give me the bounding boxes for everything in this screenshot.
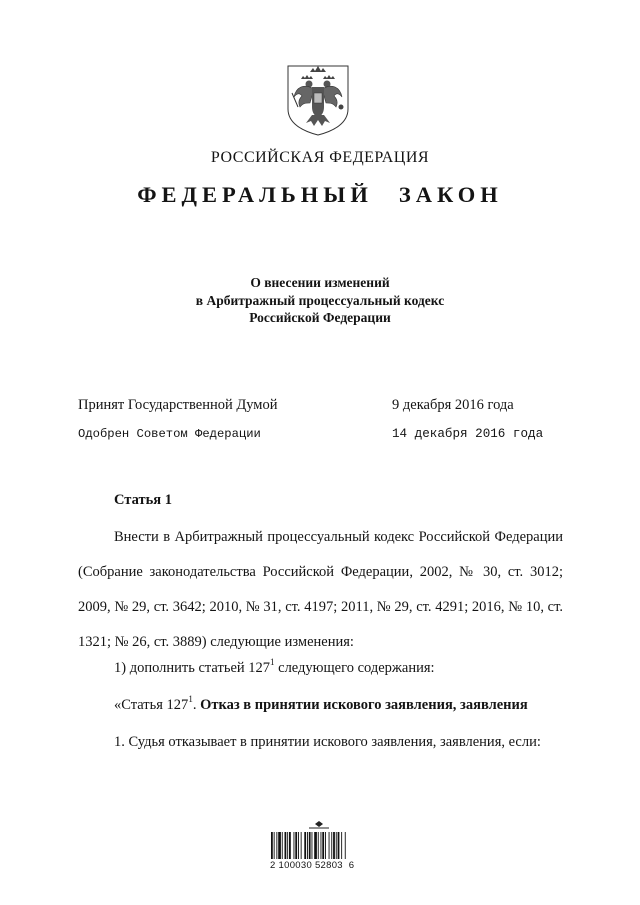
amendment-item-1	[114, 657, 435, 677]
law-type-word1: ФЕДЕРАЛЬНЫЙ	[137, 182, 373, 207]
barcode-bar	[325, 832, 326, 859]
clause-1: 1. Судья отказывает в принятии искового заявления, заявления, если:	[114, 734, 541, 750]
new-article-superscript: 1	[188, 694, 193, 704]
coat-of-arms-emblem	[284, 63, 352, 137]
barcode-bar	[289, 832, 291, 859]
barcode-bar	[285, 832, 287, 859]
duma-adoption-date: 9 декабря 2016 года	[392, 397, 514, 413]
law-type-title	[0, 182, 640, 208]
country-name: РОССИЙСКАЯ ФЕДЕРАЦИЯ	[210, 149, 430, 166]
barcode-bar	[309, 832, 311, 859]
barcode-bar	[287, 832, 288, 859]
barcode-bar	[331, 832, 332, 859]
new-article-title: Отказ в принятии искового заявления, заявления	[200, 697, 528, 713]
new-article-prefix: «Статья 127	[114, 697, 189, 713]
council-approval-date: 14 декабря 2016 года	[392, 427, 544, 441]
barcode-bar	[314, 832, 317, 859]
barcode-bar	[329, 832, 330, 859]
duma-adoption-label: Принят Государственной Думой	[78, 397, 278, 413]
barcode-bar	[322, 832, 324, 859]
barcode-bar	[307, 832, 308, 859]
law-type-word2: ЗАКОН	[398, 182, 503, 207]
barcode-bar	[294, 832, 295, 859]
amendment-item-1-suffix: следующего содержания:	[274, 660, 435, 676]
barcode-bar	[295, 832, 297, 859]
law-title-line1: О внесении изменений	[250, 275, 390, 290]
barcode-bar	[271, 832, 273, 859]
barcode-bar	[278, 832, 281, 859]
barcode-bar	[336, 832, 337, 859]
law-title-line3: Российской Федерации	[249, 310, 391, 325]
law-title-line2: в Арбитражный процессуальный кодекс	[195, 292, 445, 308]
barcode-bar	[321, 832, 322, 859]
barcode-bar	[304, 832, 306, 859]
barcode-bar	[312, 832, 313, 859]
barcode-number: 2 100030 52803 6	[270, 860, 355, 871]
article-heading: Статья 1	[114, 492, 172, 508]
amendment-item-1-superscript: 1	[270, 657, 275, 667]
new-article-dot: .	[192, 697, 201, 713]
law-title	[0, 274, 640, 327]
barcode-bar	[282, 832, 283, 859]
article-intro-paragraph: Внести в Арбитражный процессуальный кодекс Российской Федерации (Собрание законодательства Российской Федерации, 2002, № 30, ст. 3012; 2009, № 29, ст. 3642; 2010, № 31, ст. 4197; 2011, № 29, ст. 4291; 2016, № 10, ст. 1321; № 26, ст. 3889) следующие изменения:	[78, 529, 563, 650]
barcode-bar	[338, 832, 340, 859]
new-article-heading	[114, 694, 528, 714]
barcode-bar	[276, 832, 277, 859]
barcode-bar	[274, 832, 275, 859]
council-approval-label: Одобрен Советом Федерации	[78, 427, 261, 441]
barcode-bar	[345, 832, 346, 859]
barcode-bar	[333, 832, 335, 859]
amendment-item-1-prefix: 1) дополнить статьей 127	[114, 660, 271, 676]
barcode-bar	[318, 832, 319, 859]
barcode-bar	[301, 832, 302, 859]
barcode-bar	[341, 832, 342, 859]
barcode-bar	[298, 832, 299, 859]
